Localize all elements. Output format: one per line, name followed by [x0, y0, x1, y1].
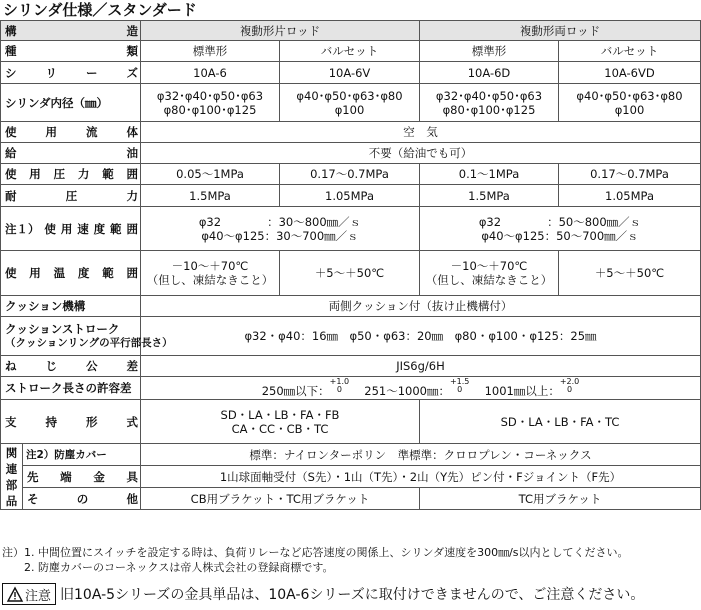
label-char: 体 — [126, 125, 138, 139]
temp-cell: －10～＋70℃ （但し、凍結なきこと） — [420, 251, 559, 296]
label-char: リ — [45, 65, 57, 80]
cushion-value: 両側クッション付（抜け止機構付） — [141, 296, 701, 317]
cstroke-value: φ32・φ40：16㎜ φ50・φ63：20㎜ φ80・φ100・φ125：25㎜ — [141, 317, 701, 356]
temp-label — [1, 251, 141, 296]
temp-cell: －10～＋70℃ （但し、凍結なきこと） — [141, 251, 280, 296]
label-char: 力 — [77, 167, 90, 181]
single-rod-header: 複動形片ロッド — [141, 21, 420, 41]
label-char: 造 — [126, 23, 138, 38]
label-char: 構 — [5, 23, 17, 38]
footnote: 2. 防塵カバーのコーネックスは帝人株式会社の登録商標です。 — [2, 561, 334, 574]
speed-single: φ32 ：30～800㎜／ｓ φ40～φ125：30～700㎜／ｓ — [141, 207, 420, 251]
label-char: 差 — [126, 359, 138, 373]
type-label — [1, 41, 141, 62]
label-char: の — [76, 491, 89, 506]
pressure-label — [1, 164, 141, 185]
tolerance-row — [1, 377, 701, 400]
label-char: 使 — [5, 266, 17, 280]
label-char: 度 — [93, 221, 106, 236]
footnote: 注）1. 中間位置にスイッチを設定する時は、負荷リレーなど応答速度の関係上、シリンダ速度を300㎜/s以内としてください。 — [2, 546, 629, 559]
temp-cell: ＋5～＋50℃ — [280, 251, 420, 296]
label-char: 公 — [86, 359, 98, 373]
tolerance-label: ストローク長さの許容差 — [1, 377, 141, 400]
type-valveset: バルセット — [559, 41, 701, 62]
label-char: 囲 — [126, 266, 138, 280]
label-char: 具 — [126, 469, 138, 484]
cstroke-label: クッションストローク （クッションリングの平行部長さ） — [1, 317, 141, 356]
fluid-row — [1, 122, 701, 143]
bore-cell: φ32･φ40･φ50･φ63 φ80･φ100･φ125 — [420, 84, 559, 122]
boot-value: 標準：ナイロンターポリン 準標準：クロロプレン・コーネックス — [141, 444, 701, 466]
label-char: ね — [5, 359, 17, 373]
footnotes — [2, 545, 698, 575]
rodend-label — [23, 466, 141, 488]
label-char: 品 — [5, 493, 18, 508]
label-char: 囲 — [126, 221, 138, 236]
label-char: 持 — [45, 414, 57, 429]
label-char: 圧 — [65, 188, 78, 203]
double-rod-header: 複動形両ロッド — [420, 21, 701, 41]
label-char: 先 — [27, 469, 39, 484]
label-char: 圧 — [53, 167, 66, 181]
support-label — [1, 400, 141, 444]
label-char: 流 — [86, 125, 98, 139]
pressure-row — [1, 164, 701, 185]
pressure-cell: 0.05～1MPa — [141, 164, 280, 185]
boot-row — [1, 444, 701, 466]
label-char: 度 — [77, 266, 90, 280]
thread-row — [1, 356, 701, 377]
label-char: 用 — [60, 221, 73, 236]
series-cell: 10A-6 — [141, 62, 280, 84]
label-char: 注１） — [5, 221, 40, 236]
label-char: そ — [27, 491, 39, 506]
label-char: 用 — [29, 266, 41, 280]
spec-table — [0, 20, 701, 510]
caution-bar — [2, 582, 698, 606]
speed-row — [1, 207, 701, 251]
series-label — [1, 62, 141, 84]
label-char: 使 — [5, 125, 17, 139]
tolerance-value: 250㎜以下： $^{+1.0 0}$ 251～1000㎜： $^{+1.5 0}$ 1001㎜以上： $^{+2.0 0}$ — [141, 377, 701, 400]
label-char: 範 — [110, 221, 122, 236]
type-row — [1, 41, 701, 62]
label-char: 金 — [93, 469, 105, 484]
other-row — [1, 488, 701, 510]
label-char: 他 — [126, 491, 138, 506]
label-char: 式 — [126, 414, 138, 429]
fluid-label — [1, 122, 141, 143]
type-standard: 標準形 — [420, 41, 559, 62]
proof-cell: 1.05MPa — [280, 185, 420, 207]
label-char: 速 — [77, 221, 89, 236]
support-single: SD・LA・LB・FA・FB CA・CC・CB・TC — [141, 400, 420, 444]
label-char: 耐 — [5, 188, 17, 203]
bore-cell: φ32･φ40･φ50･φ63 φ80･φ100･φ125 — [141, 84, 280, 122]
label-char: 支 — [5, 414, 17, 429]
label-char: 範 — [102, 167, 114, 181]
lube-label — [1, 143, 141, 164]
lube-row — [1, 143, 701, 164]
label-char: 部 — [5, 477, 18, 492]
speed-double: φ32 ：50～800㎜／ｓ φ40～φ125：50～700㎜／ｓ — [420, 207, 701, 251]
caution-text: 旧10A-5シリーズの金具単品は、10A-6シリーズに取付けできませんので、ご注意ください。 — [60, 587, 645, 603]
pressure-cell: 0.17～0.7MPa — [280, 164, 420, 185]
temp-cell: ＋5～＋50℃ — [559, 251, 701, 296]
label-char: 範 — [102, 266, 114, 280]
warning-icon — [7, 587, 23, 602]
label-char: 関 — [5, 445, 18, 460]
label-char: 用 — [29, 167, 41, 181]
label-char: じ — [45, 359, 57, 373]
caution-badge-label: 注意 — [25, 588, 52, 604]
support-double: SD・LA・LB・FA・TC — [420, 400, 701, 444]
label-char: 形 — [86, 414, 98, 429]
other-label — [23, 488, 141, 510]
proof-cell: 1.05MPa — [559, 185, 701, 207]
rodend-value: 1山球面軸受付（S先）・1山（T先）・2山（Y先）ピン付・Fジョイント（F先） — [141, 466, 701, 488]
label-char: 温 — [53, 266, 66, 280]
thread-label — [1, 356, 141, 377]
proof-label — [1, 185, 141, 207]
other-double: TC用ブラケット — [420, 488, 701, 510]
label-char: 端 — [60, 469, 72, 484]
page-title: シリンダ仕様／スタンダード — [3, 1, 197, 19]
construction-label — [1, 21, 141, 41]
type-valveset: バルセット — [280, 41, 420, 62]
thread-value: JIS6g/6H — [141, 356, 701, 377]
label-char: 囲 — [126, 167, 138, 181]
series-cell: 10A-6V — [280, 62, 420, 84]
label-char: 用 — [45, 125, 57, 139]
temp-row — [1, 251, 701, 296]
label-char: 力 — [126, 188, 138, 203]
speed-label — [1, 207, 141, 251]
type-standard: 標準形 — [141, 41, 280, 62]
cushion-label: クッション機構 — [1, 296, 141, 317]
series-row — [1, 62, 701, 84]
pressure-cell: 0.1～1MPa — [420, 164, 559, 185]
series-cell: 10A-6D — [420, 62, 559, 84]
bore-label: シリンダ内径（㎜） — [1, 84, 141, 122]
series-cell: 10A-6VD — [559, 62, 701, 84]
label-char: 連 — [5, 461, 18, 476]
caution-badge — [2, 583, 56, 605]
related-label — [1, 444, 23, 510]
bore-cell: φ40･φ50･φ63･φ80 φ100 — [280, 84, 420, 122]
label-char: ズ — [126, 65, 138, 80]
bore-row — [1, 84, 701, 122]
proof-row — [1, 185, 701, 207]
boot-label: 注2）防塵カバー — [23, 444, 141, 466]
cushion-row — [1, 296, 701, 317]
rodend-row — [1, 466, 701, 488]
label-char: 油 — [126, 146, 138, 160]
label-char: 種 — [5, 44, 17, 58]
label-char: 類 — [126, 44, 138, 58]
label-char: 使 — [44, 221, 56, 236]
construction-row — [1, 21, 701, 41]
label-char: 使 — [5, 167, 17, 181]
label-char: 給 — [5, 146, 17, 160]
support-row — [1, 400, 701, 444]
proof-cell: 1.5MPa — [141, 185, 280, 207]
fluid-value: 空 気 — [141, 122, 701, 143]
pressure-cell: 0.17～0.7MPa — [559, 164, 701, 185]
cstroke-row — [1, 317, 701, 356]
bore-cell: φ40･φ50･φ63･φ80 φ100 — [559, 84, 701, 122]
label-char: ー — [86, 65, 98, 80]
lube-value: 不要（給油でも可） — [141, 143, 701, 164]
proof-cell: 1.5MPa — [420, 185, 559, 207]
label-char: シ — [5, 65, 17, 80]
other-single: CB用ブラケット・TC用ブラケット — [141, 488, 420, 510]
